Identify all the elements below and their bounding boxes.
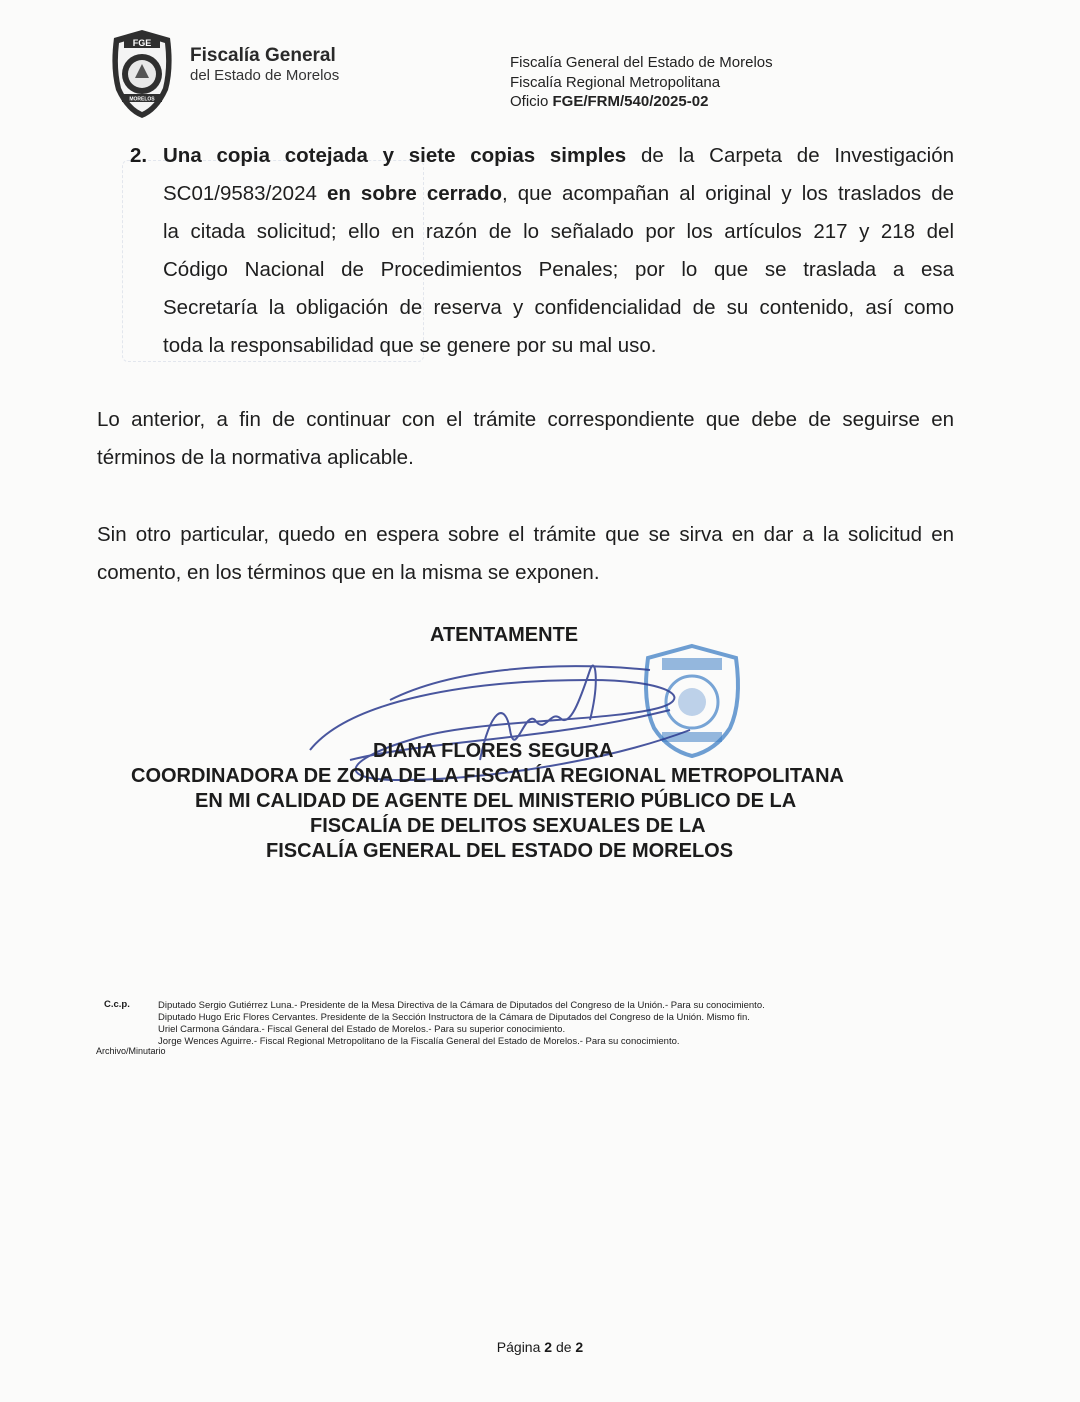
oficio-prefix: Oficio: [510, 93, 553, 110]
brand-subtitle: del Estado de Morelos: [190, 67, 340, 84]
page-current: 2: [544, 1339, 553, 1355]
paragraph-2-line-1: Sin otro particular, quedo en espera sobre el trámite que se sirva en dar a la solicitud en: [97, 523, 954, 546]
svg-text:FGE: FGE: [132, 38, 152, 48]
signatory-title-3: FISCALÍA DE DELITOS SEXUALES DE LA: [310, 815, 706, 837]
paragraph-1-line-1: Lo anterior, a fin de continuar con el trámite correspondiente que debe de seguirse en: [97, 408, 954, 431]
spacer-text: [317, 182, 327, 205]
header-org-line-1: Fiscalía General del Estado de Morelos: [510, 54, 773, 71]
closing-salutation: ATENTAMENTE: [430, 624, 579, 646]
item-2-bold-phrase: Una copia cotejada y siete copias simples: [163, 144, 627, 167]
item-2-text-fragment: , que acompañan al original y los traslados de: [502, 182, 955, 205]
signatory-name: DIANA FLORES SEGURA: [373, 740, 614, 762]
header-org-line-2: Fiscalía Regional Metropolitana: [510, 74, 721, 91]
page-label: Página: [496, 1339, 545, 1355]
item-2-text-fragment: de la Carpeta de Investigación: [626, 144, 954, 167]
ccp-line-3: Uriel Carmona Gándara.- Fiscal General del Estado de Morelos.- Para su superior conocimiento.: [158, 1024, 566, 1035]
item-2-line-4: Código Nacional de Procedimientos Penales; por lo que se traslada a esa: [163, 258, 954, 281]
paragraph-1-line-2: términos de la normativa aplicable.: [97, 446, 414, 469]
fge-badge-logo: [108, 28, 176, 120]
ccp-line-4: Jorge Wences Aguirre.- Fiscal Regional Metropolitano de la Fiscalía General del Estado de Morelos.- Para su conocimiento.: [158, 1036, 680, 1047]
signatory-title-1: COORDINADORA DE ZONA DE LA FISCALÍA REGIONAL METROPOLITANA: [131, 765, 844, 787]
signatory-title-4: FISCALÍA GENERAL DEL ESTADO DE MORELOS: [266, 840, 734, 862]
page-total: 2: [575, 1339, 584, 1355]
paragraph-closing: [97, 516, 954, 592]
item-2-line-1: [163, 137, 954, 175]
item-2-line-6: toda la responsabilidad que se genere por su mal uso.: [163, 334, 657, 357]
item-2-line-2: [163, 175, 954, 213]
item-2-text: [163, 137, 954, 365]
page-separator: de: [552, 1339, 576, 1355]
paragraph-2-line-2: comento, en los términos que en la misma se exponen.: [97, 561, 600, 584]
ccp-line-1: Diputado Sergio Gutiérrez Luna.- Presidente de la Mesa Directiva de la Cámara de Diputados del Congreso de la Unión.- Para su conocimiento.: [158, 1000, 765, 1011]
ccp-label: C.c.p.: [104, 999, 130, 1010]
archive-reference: Archivo/Minutario: [96, 1046, 166, 1056]
svg-text:MORELOS: MORELOS: [129, 96, 155, 103]
signatory-title-2: EN MI CALIDAD DE AGENTE DEL MINISTERIO PÚBLICO DE LA: [195, 790, 797, 812]
brand-title: Fiscalía General: [190, 45, 336, 66]
paragraph-continuation: [97, 401, 954, 477]
item-number: 2.: [130, 144, 148, 167]
header-oficio: [510, 93, 708, 110]
item-2-line-5: Secretaría la obligación de reserva y confidencialidad de su contenido, así como: [163, 296, 954, 319]
page-number: [0, 1339, 1080, 1355]
oficio-number: FGE/FRM/540/2025-02: [552, 93, 709, 110]
sealed-envelope-phrase: en sobre cerrado: [326, 182, 503, 205]
case-number: SC01/9583/2024: [163, 182, 317, 205]
item-2-line-3: la citada solicitud; ello en razón de lo señalado por los artículos 217 y 218 del: [163, 220, 954, 243]
ccp-line-2: Diputado Hugo Eric Flores Cervantes. Presidente de la Sección Instructora de la Cámara de Diputados del Congreso de la Unión. Mismo fin.: [158, 1012, 750, 1023]
